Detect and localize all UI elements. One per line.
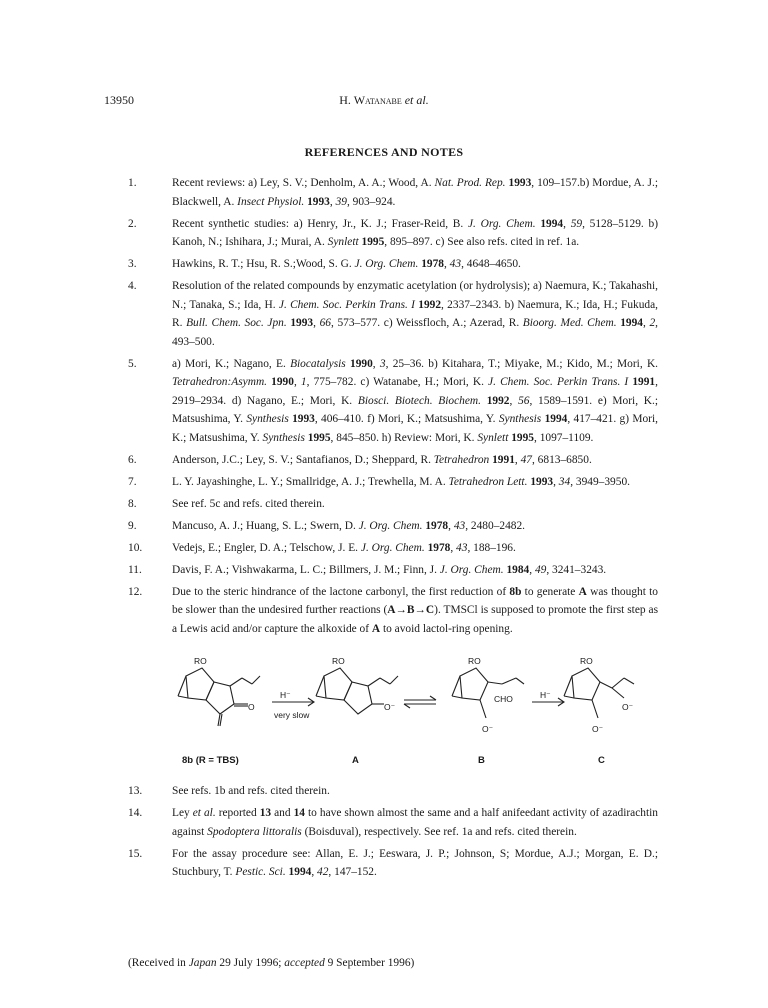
reference-text: Vedejs, E.; Engler, D. A.; Telschow, J. E. J. Org. Chem. 1978, 43, 188–196. [172, 541, 516, 554]
hydride-label-2: H⁻ [540, 690, 551, 700]
scheme-drawing [172, 648, 642, 776]
reference-item [128, 539, 658, 558]
references-list [128, 174, 658, 885]
reference-number: 8. [128, 497, 137, 510]
reference-number: 15. [128, 847, 143, 860]
reference-number: 14. [128, 807, 143, 819]
reference-text: Hawkins, R. T.; Hsu, R. S.;Wood, S. G. J. Org. Chem. 1978, 43, 4648–4650. [172, 258, 521, 270]
compound-label-8b: 8b (R = TBS) [182, 755, 239, 766]
reference-item [128, 561, 658, 580]
reference-text: Due to the steric hindrance of the lactone carbonyl, the first reduction of 8b to generate A was thought to be slower than the undesired further reactions (A→B→C). TMSCl is supposed to promote the first step as a Lewis acid and/or capture the alkoxide of A to avoid lactol-ring opening. [172, 585, 658, 635]
reference-number: 11. [128, 563, 142, 576]
reference-text: Davis, F. A.; Vishwakarma, L. C.; Billmers, J. M.; Finn, J. J. Org. Chem. 1984, 49, 3241–3243. [172, 563, 607, 576]
reference-number: 13. [128, 785, 143, 797]
author-surname: atanabe [365, 93, 402, 107]
reference-item [128, 451, 658, 470]
reference-item [128, 355, 658, 448]
page-number: 13950 [104, 93, 134, 107]
reference-number: 1. [128, 177, 137, 189]
reference-item [128, 782, 658, 801]
reference-text: Recent reviews: a) Ley, S. V.; Denholm, A. A.; Wood, A. Nat. Prod. Rep. 1993, 109–157.b) Mordue, A. J.; Blackwell, A. Insect Physiol. 1993, 39, 903–924. [172, 177, 658, 208]
o-minus-label-c: O⁻ [622, 702, 634, 712]
slow-label: very slow [274, 710, 310, 720]
compound-label-b: B [478, 755, 485, 766]
hydride-label-1: H⁻ [280, 690, 291, 700]
et-al: et al. [404, 93, 429, 107]
reference-item [128, 517, 658, 536]
received-country: Japan [188, 957, 217, 969]
reference-number: 5. [128, 357, 137, 370]
ro-label-b: RO [468, 656, 481, 666]
reference-item [128, 845, 658, 882]
compound-label-c: C [598, 755, 605, 766]
cho-label-b: CHO [494, 694, 513, 704]
accepted-date: 9 September 1996) [324, 957, 415, 969]
reference-text: Resolution of the related compounds by enzymatic acetylation (or hydrolysis); a) Naemura, K.; Takahashi, N.; Tanaka, S.; Ida, H. J. Chem. Soc. Perkin Trans. I 1992, 2337–2343. b) Naemura, K.; Ida, H.; Fukuda, R. Bull. Chem. Soc. Jpn. 1993, 66, 573–577. c) Weissfloch, A.; Azerad, R. Bioorg. Med. Chem. 1994, 2, 493–500. [172, 280, 659, 348]
received-prefix: (Received in [128, 957, 189, 969]
reference-text: See ref. 5c and refs. cited therein. [172, 497, 325, 510]
reference-text: Mancuso, A. J.; Huang, S. L.; Swern, D. J. Org. Chem. 1978, 43, 2480–2482. [172, 519, 526, 532]
reference-item [128, 277, 658, 351]
reference-text: For the assay procedure see: Allan, E. J.; Eeswara, J. P.; Johnson, S; Mordue, A.J.; Morgan, E. D.; Stuchbury, T. Pestic. Sci. 1994, 42, 147–152. [172, 847, 658, 878]
compound-label-a: A [352, 755, 359, 766]
reference-item [128, 804, 658, 841]
reference-number: 4. [128, 280, 137, 292]
section-title: REFERENCES AND NOTES [304, 145, 464, 159]
reference-item [128, 174, 658, 211]
molecule-b [452, 668, 524, 718]
running-head [0, 93, 768, 108]
accepted-word: accepted [284, 957, 325, 969]
received-note [128, 957, 414, 969]
reference-number: 7. [128, 475, 137, 488]
reference-item [128, 583, 658, 639]
reference-item [128, 473, 658, 492]
reference-text: Recent synthetic studies: a) Henry, Jr., K. J.; Fraser-Reid, B. J. Org. Chem. 1994, 59, 5128–5129. b) Kanoh, N.; Ishihara, J.; Murai, A. Synlett 1995, 895–897. c) See also refs. cited in ref. 1a. [172, 217, 658, 248]
received-date: 29 July 1996; [216, 957, 285, 969]
ro-label-a: RO [332, 656, 345, 666]
reference-text: Anderson, J.C.; Ley, S. V.; Santafianos, D.; Sheppard, R. Tetrahedron 1991, 47, 6813–6850. [172, 453, 592, 466]
reference-text: a) Mori, K.; Nagano, E. Biocatalysis 1990, 3, 25–36. b) Kitahara, T.; Miyake, M.; Kido, M.; Mori, K. Tetrahedron:Asymm. 1990, 1, 775–782. c) Watanabe, H.; Mori, K. J. Chem. Soc. Perkin Trans. I 1991, 2919–2934. d) Nagano, E.; Mori, K. Biosci. Biotech. Biochem. 1992, 56, 1589–1591. e) Mori, K.; Matsushima, Y. Synthesis 1993, 406–410. f) Mori, K.; Matsushima, Y. Synthesis 1994, 417–421. g) Mori, K.; Matsushima, Y. Synthesis 1995, 845–850. h) Review: Mori, K. Synlett 1995, 1097–1109. [172, 357, 659, 444]
references-before-scheme [128, 174, 658, 638]
reference-text: See refs. 1b and refs. cited therein. [172, 785, 330, 797]
reference-item [128, 255, 658, 274]
molecule-8b [178, 668, 260, 726]
reference-text: L. Y. Jayashinghe, L. Y.; Smallridge, A. J.; Trewhella, M. A. Tetrahedron Lett. 1993, 34, 3949–3950. [172, 475, 630, 488]
reference-number: 3. [128, 258, 137, 270]
o-label-8b: O [248, 702, 255, 712]
reaction-scheme [172, 648, 642, 776]
ro-label-c: RO [580, 656, 593, 666]
o-minus-label-a: O⁻ [384, 702, 396, 712]
ro-label-8b: RO [194, 656, 207, 666]
reference-number: 2. [128, 217, 137, 230]
reference-item [128, 495, 658, 514]
reference-number: 10. [128, 541, 143, 554]
reference-text: Ley et al. reported 13 and 14 to have shown almost the same and a half anifeedant activity of azadirachtin against Spodoptera littoralis (Boisduval), respectively. See ref. 1a and refs. cited therein. [172, 807, 658, 838]
reference-number: 12. [128, 585, 143, 598]
reference-number: 6. [128, 453, 137, 466]
reference-item [128, 215, 658, 252]
o-minus-label-c2: O⁻ [592, 724, 604, 734]
references-after-scheme [128, 782, 658, 882]
author-initial: H. W [339, 93, 366, 107]
o-minus-label-b: O⁻ [482, 724, 494, 734]
reference-number: 9. [128, 519, 137, 532]
